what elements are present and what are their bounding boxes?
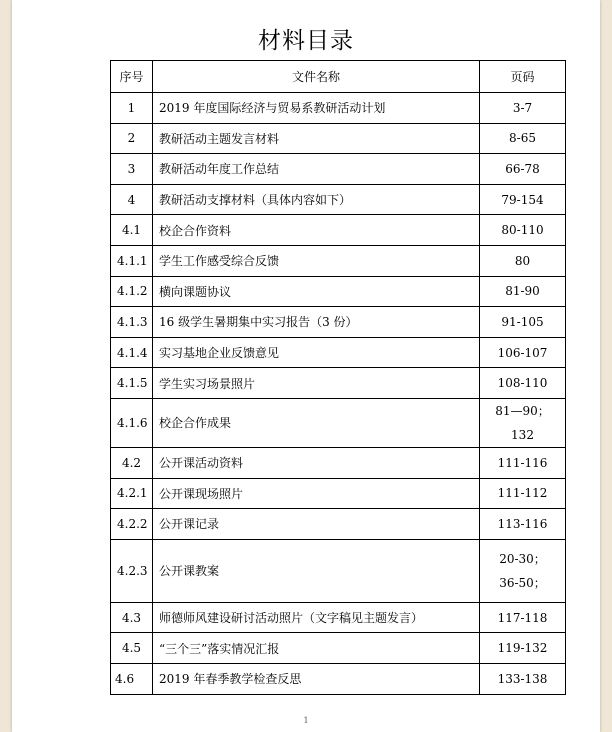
row-page-range — [480, 123, 566, 154]
toc-table — [110, 60, 566, 695]
page-range-line: 8-65 — [509, 131, 536, 146]
header-no: 序号 — [111, 61, 153, 93]
table-row — [111, 245, 566, 276]
table-row — [111, 478, 566, 509]
page-range-line: 80-110 — [501, 223, 544, 238]
table-row — [111, 307, 566, 338]
page-range-line: 117-118 — [497, 610, 548, 625]
page-range-line: 36-50； — [499, 575, 546, 590]
row-page-range — [480, 184, 566, 215]
row-number: 4.6 — [111, 663, 153, 694]
row-number: 4.2.2 — [111, 509, 153, 540]
page-range-line: 111-112 — [497, 486, 548, 501]
page-range-line: 3-7 — [512, 100, 533, 115]
row-number: 4 — [111, 184, 153, 215]
page-range-line: 81-90 — [505, 284, 540, 299]
row-number: 3 — [111, 154, 153, 185]
row-number: 4.1 — [111, 215, 153, 246]
page-range-line: 79-154 — [501, 192, 544, 207]
table-row — [111, 337, 566, 368]
row-page-range — [480, 245, 566, 276]
table-row — [111, 154, 566, 185]
toc-body — [111, 93, 566, 695]
row-file-name: 公开课教案 — [153, 539, 480, 602]
row-file-name: 公开课记录 — [153, 509, 480, 540]
page-range-line: 119-132 — [497, 641, 548, 656]
table-row — [111, 123, 566, 154]
row-file-name: 2019 年春季教学检查反思 — [153, 663, 480, 694]
page-range-line: 20-30； — [499, 551, 546, 566]
page-range-line: 81—90；132 — [495, 403, 550, 442]
row-number: 4.3 — [111, 602, 153, 633]
row-page-range — [480, 633, 566, 664]
table-row — [111, 215, 566, 246]
header-page: 页码 — [480, 61, 566, 93]
row-file-name: 学生实习场景照片 — [153, 368, 480, 399]
row-number: 4.5 — [111, 633, 153, 664]
header-name: 文件名称 — [153, 61, 480, 93]
row-file-name: 教研活动支撑材料（具体内容如下） — [153, 184, 480, 215]
page-range-line: 133-138 — [497, 671, 548, 686]
row-number: 4.2.1 — [111, 478, 153, 509]
row-file-name: 公开课现场照片 — [153, 478, 480, 509]
row-page-range — [480, 602, 566, 633]
row-file-name: “三个三”落实情况汇报 — [153, 633, 480, 664]
row-number: 4.1.4 — [111, 337, 153, 368]
row-file-name: 教研活动年度工作总结 — [153, 154, 480, 185]
row-number: 4.2.3 — [111, 539, 153, 602]
table-row — [111, 93, 566, 124]
row-file-name: 横向课题协议 — [153, 276, 480, 307]
table-row — [111, 447, 566, 478]
table-row — [111, 368, 566, 399]
row-number: 1 — [111, 93, 153, 124]
row-page-range — [480, 663, 566, 694]
page-range-line: 91-105 — [501, 314, 544, 329]
table-row — [111, 539, 566, 602]
page-range-line: 113-116 — [497, 516, 548, 531]
row-number: 4.1.6 — [111, 398, 153, 447]
row-number: 4.1.1 — [111, 245, 153, 276]
row-file-name: 校企合作成果 — [153, 398, 480, 447]
row-file-name: 公开课活动资料 — [153, 447, 480, 478]
row-page-range — [480, 215, 566, 246]
page-range-line: 80 — [514, 253, 531, 268]
row-number: 4.1.2 — [111, 276, 153, 307]
row-file-name: 学生工作感受综合反馈 — [153, 245, 480, 276]
table-row — [111, 663, 566, 694]
page-range-line: 108-110 — [497, 376, 548, 391]
row-file-name: 师德师风建设研讨活动照片（文字稿见主题发言） — [153, 602, 480, 633]
row-page-range — [480, 447, 566, 478]
row-page-range — [480, 539, 566, 602]
page-range-line: 106-107 — [497, 345, 548, 360]
row-file-name: 16 级学生暑期集中实习报告（3 份） — [153, 307, 480, 338]
row-file-name: 实习基地企业反馈意见 — [153, 337, 480, 368]
row-page-range — [480, 478, 566, 509]
page-range-line: 66-78 — [505, 161, 540, 176]
row-number: 4.2 — [111, 447, 153, 478]
document-page — [12, 0, 600, 732]
row-file-name: 校企合作资料 — [153, 215, 480, 246]
row-file-name: 教研活动主题发言材料 — [153, 123, 480, 154]
row-page-range — [480, 276, 566, 307]
row-page-range — [480, 154, 566, 185]
row-page-range — [480, 398, 566, 447]
table-row — [111, 276, 566, 307]
row-file-name: 2019 年度国际经济与贸易系教研活动计划 — [153, 93, 480, 124]
page-title: 材料目录 — [258, 28, 354, 54]
table-row — [111, 398, 566, 447]
table-header-row — [111, 61, 566, 93]
table-row — [111, 633, 566, 664]
table-row — [111, 602, 566, 633]
page-range-line: 111-116 — [497, 455, 548, 470]
row-number: 4.1.5 — [111, 368, 153, 399]
row-number: 2 — [111, 123, 153, 154]
row-page-range — [480, 307, 566, 338]
row-number: 4.1.3 — [111, 307, 153, 338]
row-page-range — [480, 337, 566, 368]
row-page-range — [480, 509, 566, 540]
page-number: 1 — [303, 716, 309, 725]
row-page-range — [480, 368, 566, 399]
row-page-range — [480, 93, 566, 124]
table-row — [111, 509, 566, 540]
table-row — [111, 184, 566, 215]
